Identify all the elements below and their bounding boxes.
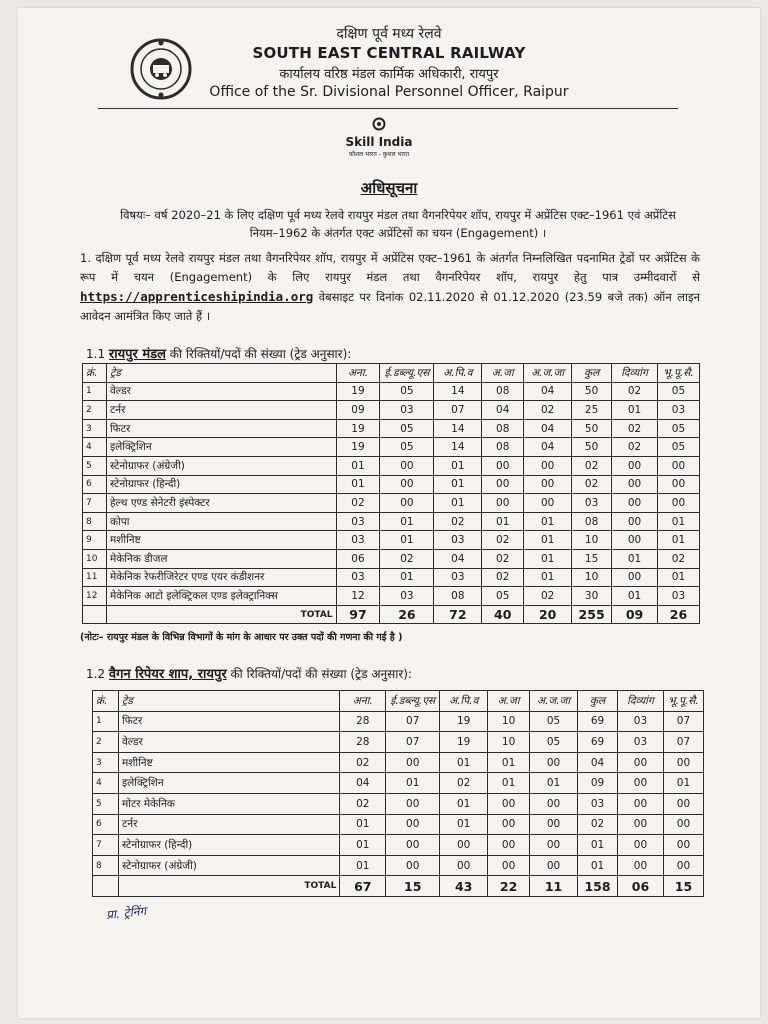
total-row (83, 605, 700, 624)
value-cell: 00 (657, 494, 699, 513)
apprenticeship-website-link[interactable]: https://apprenticeshipindia.org (80, 289, 314, 304)
value-cell: 03 (434, 531, 482, 550)
value-cell: 03 (434, 568, 482, 587)
value-cell: 00 (524, 494, 572, 513)
value-cell: 00 (618, 793, 664, 814)
serial-number-cell: 4 (83, 438, 107, 457)
value-cell: 05 (482, 587, 524, 606)
serial-number-cell: 11 (83, 568, 107, 587)
value-cell: 01 (380, 512, 434, 531)
table-row (93, 752, 704, 773)
value-cell: 12 (336, 587, 380, 606)
serial-number-cell: 3 (83, 419, 107, 438)
total-value-cell: 06 (618, 876, 664, 897)
value-cell: 01 (340, 835, 386, 856)
trade-cell: मेकेनिक आटो इलेक्ट्रिकल एण्ड इलेक्ट्रानिक्स (106, 587, 336, 606)
table-row (83, 512, 700, 531)
value-cell: 00 (612, 512, 658, 531)
value-cell: 04 (482, 401, 524, 420)
skill-india-gear-icon (371, 117, 387, 131)
value-cell: 00 (386, 835, 440, 856)
value-cell: 02 (524, 401, 572, 420)
value-cell: 00 (488, 835, 530, 856)
table-row (93, 711, 704, 732)
value-cell: 00 (386, 793, 440, 814)
value-cell: 00 (663, 855, 703, 876)
value-cell: 01 (386, 773, 440, 794)
value-cell: 00 (663, 793, 703, 814)
serial-number-cell: 8 (93, 855, 119, 876)
value-cell: 00 (530, 814, 578, 835)
table-row (83, 531, 700, 550)
column-header: अना. (336, 364, 380, 383)
serial-number-cell: 2 (83, 401, 107, 420)
value-cell: 28 (340, 732, 386, 753)
skill-india-tagline: कौशल भारत - कुशल भारत (348, 151, 410, 158)
trade-cell: हेल्थ एण्ड सेनेटरी इंस्पेक्टर (106, 494, 336, 513)
value-cell: 01 (336, 456, 380, 475)
value-cell: 01 (434, 475, 482, 494)
column-header: अ.पि.व (440, 691, 488, 712)
handwritten-signature: प्रा. ट्रेनिंग (105, 903, 147, 923)
section1-note: (नोटः– रायपुर मंडल के विभिन्न विभागों के मांग के आधार पर उक्त पदों की गणना की गई है ) (80, 632, 403, 643)
trade-cell: मशीनिष्ट (106, 531, 336, 550)
value-cell: 00 (488, 814, 530, 835)
value-cell: 00 (440, 855, 488, 876)
value-cell: 08 (482, 419, 524, 438)
value-cell: 01 (524, 531, 572, 550)
value-cell: 15 (572, 549, 612, 568)
column-header: ई.डब्ल्यू.एस (386, 691, 440, 712)
value-cell: 50 (572, 438, 612, 457)
value-cell: 05 (380, 419, 434, 438)
trade-cell: स्टेनोग्राफर (हिन्दी) (118, 835, 339, 856)
trade-cell: वेल्डर (106, 382, 336, 401)
total-value-cell: 26 (380, 605, 434, 624)
total-value-cell: 40 (482, 605, 524, 624)
table-row (93, 835, 704, 856)
value-cell: 01 (530, 773, 578, 794)
value-cell: 00 (524, 456, 572, 475)
value-cell: 02 (340, 752, 386, 773)
value-cell: 01 (434, 456, 482, 475)
value-cell: 01 (578, 855, 618, 876)
value-cell: 01 (524, 568, 572, 587)
value-cell: 04 (340, 773, 386, 794)
header-english-office: Office of the Sr. Divisional Personnel Officer, Raipur (209, 84, 569, 100)
column-header: अ.ज.जा (524, 364, 572, 383)
table-row (83, 549, 700, 568)
value-cell: 10 (572, 531, 612, 550)
table-row (93, 814, 704, 835)
value-cell: 09 (578, 773, 618, 794)
value-cell: 03 (380, 587, 434, 606)
column-header: क्रं. (83, 364, 107, 383)
table-row (83, 438, 700, 457)
table-row (83, 568, 700, 587)
value-cell: 00 (530, 793, 578, 814)
value-cell: 08 (482, 438, 524, 457)
serial-number-cell: 7 (83, 494, 107, 513)
total-label: TOTAL (118, 876, 339, 897)
value-cell: 00 (663, 835, 703, 856)
total-value-cell: 26 (657, 605, 699, 624)
value-cell: 14 (434, 382, 482, 401)
value-cell: 01 (657, 512, 699, 531)
value-cell: 09 (336, 401, 380, 420)
value-cell: 00 (386, 752, 440, 773)
value-cell: 14 (434, 419, 482, 438)
value-cell: 04 (524, 438, 572, 457)
trade-cell: मशीनिष्ट (118, 752, 339, 773)
serial-number-cell: 5 (93, 793, 119, 814)
value-cell: 19 (336, 382, 380, 401)
value-cell: 00 (618, 752, 664, 773)
value-cell: 01 (440, 814, 488, 835)
value-cell: 00 (618, 773, 664, 794)
wagon-repair-shop-vacancy-table (92, 690, 704, 897)
value-cell: 01 (524, 549, 572, 568)
value-cell: 00 (482, 494, 524, 513)
column-header: भू.पू.सै. (657, 364, 699, 383)
value-cell: 00 (386, 855, 440, 876)
trade-cell: मोटर मेकेनिक (118, 793, 339, 814)
total-value-cell: 43 (440, 876, 488, 897)
value-cell: 05 (657, 438, 699, 457)
value-cell: 00 (657, 475, 699, 494)
value-cell: 00 (380, 475, 434, 494)
column-header: ई.डब्ल्यू.एस (380, 364, 434, 383)
table-row (83, 419, 700, 438)
trade-cell: इलेक्ट्रिशिन (118, 773, 339, 794)
value-cell: 03 (657, 401, 699, 420)
value-cell: 28 (340, 711, 386, 732)
total-blank-cell (93, 876, 119, 897)
value-cell: 69 (578, 732, 618, 753)
value-cell: 10 (488, 711, 530, 732)
value-cell: 00 (530, 835, 578, 856)
trade-cell: स्टेनोग्राफर (अंग्रेजी) (106, 456, 336, 475)
value-cell: 50 (572, 419, 612, 438)
value-cell: 01 (663, 773, 703, 794)
value-cell: 00 (386, 814, 440, 835)
serial-number-cell: 1 (83, 382, 107, 401)
value-cell: 01 (612, 401, 658, 420)
notice-subject: विषयः– वर्ष 2020–21 के लिए दक्षिण पूर्व मध्य रेलवे रायपुर मंडल तथा वैगनरिपेयर शॉप, रायपुर में अप्रेंटिस एक्ट–1961 एवं अप्रेंटिस नियम–1962 के अंतर्गत एक्ट अप्रेंटिसों का चयन (Engagement) । (120, 208, 676, 240)
value-cell: 01 (578, 835, 618, 856)
value-cell: 00 (380, 456, 434, 475)
value-cell: 00 (657, 456, 699, 475)
skill-india-logo (334, 116, 424, 158)
value-cell: 01 (336, 475, 380, 494)
value-cell: 01 (380, 531, 434, 550)
value-cell: 00 (488, 855, 530, 876)
value-cell: 00 (524, 475, 572, 494)
value-cell: 04 (578, 752, 618, 773)
total-value-cell: 255 (572, 605, 612, 624)
value-cell: 01 (657, 568, 699, 587)
value-cell: 30 (572, 587, 612, 606)
value-cell: 03 (380, 401, 434, 420)
value-cell: 05 (530, 732, 578, 753)
trade-cell: मेकेनिक रेफरीजिरेटर एण्ड एयर कंडीशनर (106, 568, 336, 587)
table-row (83, 494, 700, 513)
value-cell: 07 (434, 401, 482, 420)
column-header: अ.ज.जा (530, 691, 578, 712)
value-cell: 03 (618, 711, 664, 732)
value-cell: 02 (482, 549, 524, 568)
total-value-cell: 09 (612, 605, 658, 624)
serial-number-cell: 6 (93, 814, 119, 835)
value-cell: 08 (482, 382, 524, 401)
value-cell: 25 (572, 401, 612, 420)
value-cell: 00 (612, 568, 658, 587)
trade-cell: स्टेनोग्राफर (हिन्दी) (106, 475, 336, 494)
trade-cell: टर्नर (106, 401, 336, 420)
value-cell: 00 (612, 456, 658, 475)
table-row (83, 382, 700, 401)
raipur-division-vacancy-table (82, 363, 700, 624)
value-cell: 02 (572, 456, 612, 475)
trade-cell: टर्नर (118, 814, 339, 835)
value-cell: 05 (657, 382, 699, 401)
value-cell: 02 (524, 587, 572, 606)
table-row (93, 793, 704, 814)
total-row (93, 876, 704, 897)
paragraph-text-2: वेबसाइट पर दिनांक 02.11.2020 से 01.12.2020 (23.59 बजे तक) ऑन लाइन आवेदन आमंत्रित किए जाते हैं । (80, 290, 700, 323)
total-value-cell: 67 (340, 876, 386, 897)
value-cell: 00 (380, 494, 434, 513)
trade-cell: फिटर (118, 711, 339, 732)
serial-number-cell: 7 (93, 835, 119, 856)
total-value-cell: 22 (488, 876, 530, 897)
value-cell: 01 (488, 752, 530, 773)
value-cell: 01 (340, 855, 386, 876)
document-page (18, 8, 760, 1018)
value-cell: 01 (440, 793, 488, 814)
value-cell: 07 (386, 732, 440, 753)
value-cell: 04 (524, 419, 572, 438)
column-header: कुल (578, 691, 618, 712)
column-header: कुल (572, 364, 612, 383)
table-row (83, 456, 700, 475)
value-cell: 03 (336, 531, 380, 550)
value-cell: 03 (336, 512, 380, 531)
value-cell: 00 (663, 752, 703, 773)
header-hindi-railway: दक्षिण पूर्व मध्य रेलवे (336, 26, 442, 42)
column-header: अ.जा (488, 691, 530, 712)
total-label: TOTAL (106, 605, 336, 624)
total-value-cell: 72 (434, 605, 482, 624)
value-cell: 05 (530, 711, 578, 732)
value-cell: 03 (578, 793, 618, 814)
value-cell: 00 (482, 475, 524, 494)
table-row (83, 475, 700, 494)
value-cell: 03 (336, 568, 380, 587)
trade-cell: फिटर (106, 419, 336, 438)
header-row (93, 691, 704, 712)
value-cell: 01 (524, 512, 572, 531)
value-cell: 04 (434, 549, 482, 568)
value-cell: 19 (440, 711, 488, 732)
trade-cell: मेकेनिक डीजल (106, 549, 336, 568)
value-cell: 19 (440, 732, 488, 753)
total-value-cell: 15 (663, 876, 703, 897)
value-cell: 00 (612, 531, 658, 550)
column-header: अ.पि.व (434, 364, 482, 383)
value-cell: 05 (657, 419, 699, 438)
value-cell: 14 (434, 438, 482, 457)
value-cell: 03 (657, 587, 699, 606)
value-cell: 02 (440, 773, 488, 794)
value-cell: 02 (380, 549, 434, 568)
table-row (93, 855, 704, 876)
total-value-cell: 15 (386, 876, 440, 897)
value-cell: 02 (340, 793, 386, 814)
value-cell: 19 (336, 419, 380, 438)
value-cell: 05 (380, 382, 434, 401)
value-cell: 04 (524, 382, 572, 401)
value-cell: 02 (336, 494, 380, 513)
value-cell: 02 (612, 438, 658, 457)
column-header: दिव्यांग (612, 364, 658, 383)
column-header: ट्रेड (106, 364, 336, 383)
value-cell: 06 (336, 549, 380, 568)
table-row (83, 401, 700, 420)
value-cell: 02 (434, 512, 482, 531)
value-cell: 02 (482, 568, 524, 587)
skill-india-text: Skill India (345, 135, 413, 149)
table-row (93, 773, 704, 794)
paragraph-text-1: 1. दक्षिण पूर्व मध्य रेलवे रायपुर मंडल तथा वैगनरिपेयर शॉप, रायपुर में अप्रेंटिस एक्ट–1961 के अंतर्गत निम्नलिखित पदनामित ट्रेडों पर अप्रेंटिस के रूप में चयन (Engagement) के लिए रायपुर मंडल तथा वैगनरिपेयर शॉप, रायपुर हेतु पात्र उम्मीदवारों से (80, 251, 700, 284)
trade-cell: वेल्डर (118, 732, 339, 753)
value-cell: 08 (572, 512, 612, 531)
trade-cell: स्टेनोग्राफर (अंग्रेजी) (118, 855, 339, 876)
value-cell: 00 (612, 494, 658, 513)
serial-number-cell: 6 (83, 475, 107, 494)
value-cell: 00 (663, 814, 703, 835)
total-blank-cell (83, 605, 107, 624)
value-cell: 00 (530, 855, 578, 876)
column-header: दिव्यांग (618, 691, 664, 712)
value-cell: 02 (612, 419, 658, 438)
table-row (83, 587, 700, 606)
serial-number-cell: 4 (93, 773, 119, 794)
value-cell: 01 (482, 512, 524, 531)
value-cell: 08 (434, 587, 482, 606)
value-cell: 02 (657, 549, 699, 568)
serial-number-cell: 1 (93, 711, 119, 732)
serial-number-cell: 8 (83, 512, 107, 531)
value-cell: 02 (572, 475, 612, 494)
value-cell: 02 (578, 814, 618, 835)
notice-paragraph (80, 249, 700, 326)
value-cell: 01 (340, 814, 386, 835)
value-cell: 00 (530, 752, 578, 773)
notice-title: अधिसूचना (360, 179, 418, 197)
value-cell: 10 (488, 732, 530, 753)
total-value-cell: 97 (336, 605, 380, 624)
value-cell: 01 (612, 549, 658, 568)
value-cell: 07 (663, 711, 703, 732)
value-cell: 50 (572, 382, 612, 401)
value-cell: 00 (618, 855, 664, 876)
trade-cell: इलेक्ट्रिशिन (106, 438, 336, 457)
serial-number-cell: 9 (83, 531, 107, 550)
trade-cell: कोपा (106, 512, 336, 531)
table-row (93, 732, 704, 753)
column-header: ट्रेड (118, 691, 339, 712)
value-cell: 00 (618, 814, 664, 835)
value-cell: 00 (488, 793, 530, 814)
header-row (83, 364, 700, 383)
value-cell: 00 (482, 456, 524, 475)
value-cell: 00 (618, 835, 664, 856)
value-cell: 01 (440, 752, 488, 773)
section2-title: 1.2 वैगन रिपेयर शाप, रायपुर की रिक्तियों/पदों की संख्या (ट्रेड अनुसार): (86, 667, 413, 682)
serial-number-cell: 3 (93, 752, 119, 773)
value-cell: 01 (612, 587, 658, 606)
column-header: अ.जा (482, 364, 524, 383)
value-cell: 00 (612, 475, 658, 494)
value-cell: 05 (380, 438, 434, 457)
serial-number-cell: 5 (83, 456, 107, 475)
column-header: क्रं. (93, 691, 119, 712)
value-cell: 03 (572, 494, 612, 513)
header-english-railway: SOUTH EAST CENTRAL RAILWAY (252, 44, 526, 62)
column-header: भू.पू.सै. (663, 691, 703, 712)
value-cell: 00 (440, 835, 488, 856)
total-value-cell: 20 (524, 605, 572, 624)
value-cell: 01 (657, 531, 699, 550)
value-cell: 02 (612, 382, 658, 401)
value-cell: 07 (386, 711, 440, 732)
value-cell: 69 (578, 711, 618, 732)
section1-title: 1.1 रायपुर मंडल की रिक्तियों/पदों की संख्या (ट्रेड अनुसार): (86, 347, 352, 362)
value-cell: 03 (618, 732, 664, 753)
serial-number-cell: 10 (83, 549, 107, 568)
value-cell: 07 (663, 732, 703, 753)
value-cell: 01 (434, 494, 482, 513)
total-value-cell: 11 (530, 876, 578, 897)
value-cell: 01 (380, 568, 434, 587)
header-divider (98, 108, 678, 109)
header-hindi-office: कार्यालय वरिष्ठ मंडल कार्मिक अधिकारी, रायपुर (279, 67, 499, 82)
column-header: अना. (340, 691, 386, 712)
value-cell: 02 (482, 531, 524, 550)
serial-number-cell: 12 (83, 587, 107, 606)
serial-number-cell: 2 (93, 732, 119, 753)
value-cell: 01 (488, 773, 530, 794)
value-cell: 10 (572, 568, 612, 587)
value-cell: 19 (336, 438, 380, 457)
total-value-cell: 158 (578, 876, 618, 897)
